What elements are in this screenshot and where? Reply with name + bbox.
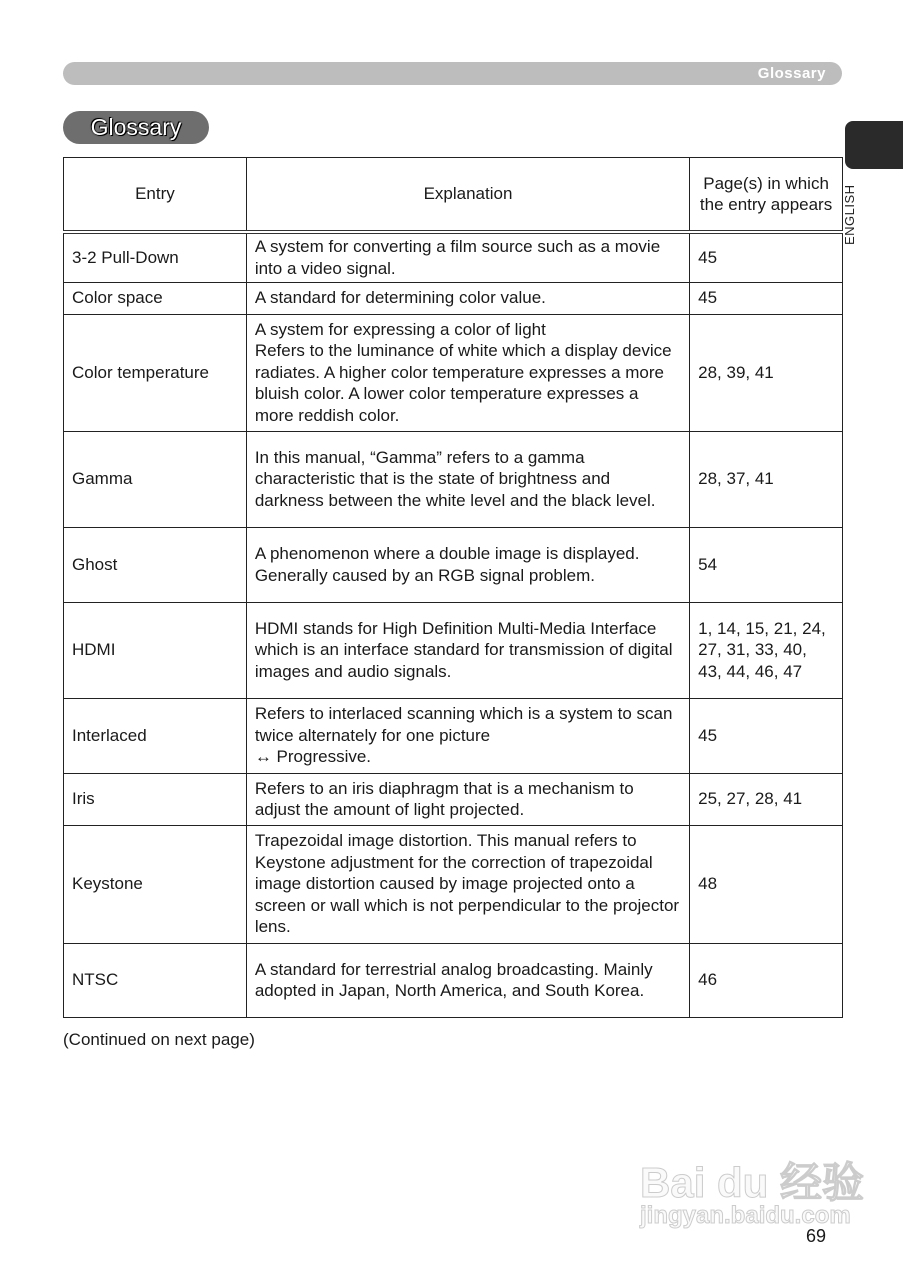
pages-cell: 1, 14, 15, 21, 24, 27, 31, 33, 40, 43, 44, 46, 47 <box>690 602 843 698</box>
explanation-cell: In this manual, “Gamma” refers to a gamma characteristic that is the state of brightness and darkness between the white level and the black level. <box>246 431 689 527</box>
pages-cell: 45 <box>690 282 843 314</box>
pages-cell: 28, 37, 41 <box>690 431 843 527</box>
section-header-bar <box>63 62 842 85</box>
section-header-label: Glossary <box>757 65 826 82</box>
entry-cell: Color space <box>64 282 247 314</box>
pages-cell: 54 <box>690 527 843 602</box>
entry-cell: Ghost <box>64 527 247 602</box>
table-row <box>64 602 843 698</box>
entry-cell: Iris <box>64 773 247 825</box>
table-row <box>64 698 843 773</box>
table-row <box>64 232 843 282</box>
watermark-logo: Bai du 经验 <box>640 1159 865 1206</box>
explanation-cell: A standard for determining color value. <box>246 282 689 314</box>
table-row <box>64 527 843 602</box>
language-tab <box>845 121 903 169</box>
glossary-table <box>63 157 843 1018</box>
explanation-cell: A system for converting a film source such as a movie into a video signal. <box>246 232 689 282</box>
column-header-entry: Entry <box>64 158 247 233</box>
watermark <box>640 1150 865 1229</box>
column-header-pages: Page(s) in which the entry appears <box>690 158 843 233</box>
table-row <box>64 314 843 431</box>
pages-cell: 46 <box>690 943 843 1017</box>
explanation-cell: A system for expressing a color of light Refers to the luminance of white which a display device radiates. A higher color temperature expresses a more bluish color. A lower color temperature expresses a more reddish color. <box>246 314 689 431</box>
watermark-url: jingyan.baidu.com <box>640 1202 851 1229</box>
pages-cell: 48 <box>690 825 843 943</box>
entry-cell: Keystone <box>64 825 247 943</box>
page-title: Glossary <box>63 111 209 144</box>
page-number: 69 <box>806 1226 827 1246</box>
pages-cell: 45 <box>690 698 843 773</box>
explanation-cell: A standard for terrestrial analog broadcasting. Mainly adopted in Japan, North America, and South Korea. <box>246 943 689 1017</box>
continued-note: (Continued on next page) <box>63 1030 255 1049</box>
explanation-cell: Refers to an iris diaphragm that is a mechanism to adjust the amount of light projected. <box>246 773 689 825</box>
pages-cell: 45 <box>690 232 843 282</box>
entry-cell: 3-2 Pull-Down <box>64 232 247 282</box>
table-row <box>64 943 843 1017</box>
explanation-cell: Trapezoidal image distortion. This manual refers to Keystone adjustment for the correction of trapezoidal image distortion caused by image projected onto a screen or wall which is not perpendicular to the projector lens. <box>246 825 689 943</box>
explanation-cell: Refers to interlaced scanning which is a system to scan twice alternately for one picture ↔ Progressive. <box>246 698 689 773</box>
pages-cell: 28, 39, 41 <box>690 314 843 431</box>
entry-cell: HDMI <box>64 602 247 698</box>
explanation-cell: A phenomenon where a double image is displayed. Generally caused by an RGB signal problem. <box>246 527 689 602</box>
entry-cell: Gamma <box>64 431 247 527</box>
table-row <box>64 282 843 314</box>
pages-cell: 25, 27, 28, 41 <box>690 773 843 825</box>
entry-cell: Color temperature <box>64 314 247 431</box>
column-header-explanation: Explanation <box>246 158 689 233</box>
table-row <box>64 431 843 527</box>
table-row <box>64 825 843 943</box>
language-label: ENGLISH <box>842 184 857 245</box>
table-row <box>64 773 843 825</box>
entry-cell: NTSC <box>64 943 247 1017</box>
explanation-cell: HDMI stands for High Definition Multi-Media Interface which is an interface standard for transmission of digital images and audio signals. <box>246 602 689 698</box>
entry-cell: Interlaced <box>64 698 247 773</box>
